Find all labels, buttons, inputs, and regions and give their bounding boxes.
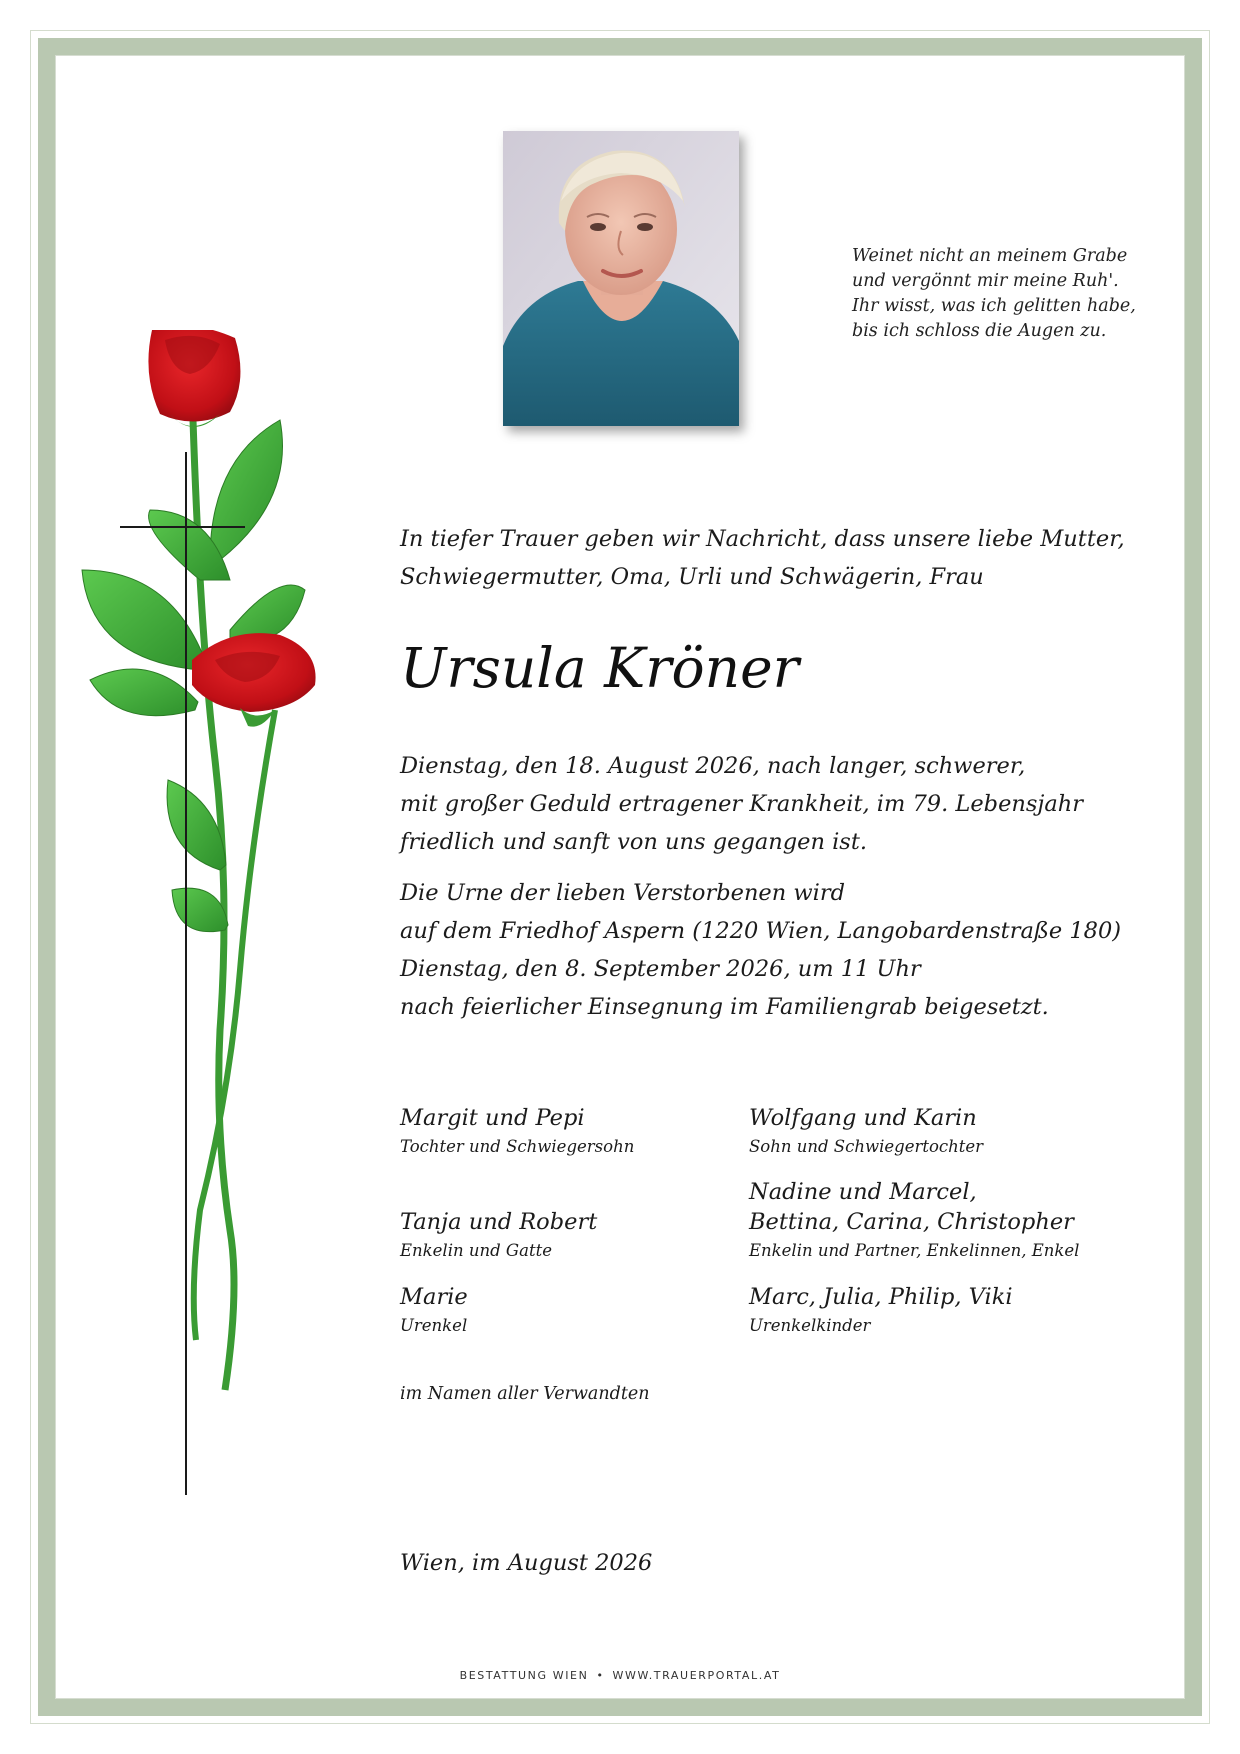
- burial-line: Die Urne der lieben Verstorbenen wird: [400, 880, 846, 906]
- burial-line: nach feierlicher Einsegnung im Familiengrab beigesetzt.: [400, 994, 1049, 1020]
- mourner-relation: Enkelin und Gatte: [400, 1241, 552, 1260]
- death-notice-line: Dienstag, den 18. August 2026, nach langer, schwerer,: [400, 753, 1026, 779]
- footer-website: WWW.TRAUERPORTAL.AT: [612, 1669, 781, 1682]
- burial-line: auf dem Friedhof Aspern (1220 Wien, Langobardenstraße 180): [400, 918, 1122, 944]
- burial-line: Dienstag, den 8. September 2026, um 11 Uhr: [400, 956, 921, 982]
- quote-line: Weinet nicht an meinem Grabe: [852, 246, 1128, 266]
- footer-company: BESTATTUNG WIEN: [459, 1669, 589, 1682]
- mourner-names: Bettina, Carina, Christopher: [749, 1209, 1074, 1235]
- mourner-entry: [400, 1207, 597, 1263]
- mourner-names: Tanja und Robert: [400, 1209, 598, 1235]
- deceased-name: Ursula Kröner: [400, 636, 799, 700]
- mourner-entry: [400, 1103, 634, 1159]
- mourner-relation: Enkelin und Partner, Enkelinnen, Enkel: [749, 1241, 1080, 1260]
- quote-line: Ihr wisst, was ich gelitten habe,: [852, 296, 1136, 316]
- mourner-names: Margit und Pepi: [400, 1105, 585, 1131]
- footer-separator: •: [596, 1669, 605, 1682]
- mourner-entry: [400, 1282, 468, 1338]
- mourner-entry: [749, 1103, 983, 1159]
- mourner-names: Wolfgang und Karin: [749, 1105, 977, 1131]
- mourner-names: Nadine und Marcel,: [749, 1179, 977, 1205]
- place-date: Wien, im August 2026: [400, 1550, 653, 1576]
- rose-illustration: [80, 330, 370, 1410]
- memorial-quote: [852, 244, 1172, 344]
- death-notice-line: friedlich und sanft von uns gegangen ist.: [400, 829, 868, 855]
- on-behalf-text: im Namen aller Verwandten: [400, 1384, 650, 1404]
- mourner-relation: Tochter und Schwiegersohn: [400, 1137, 635, 1156]
- intro-line: In tiefer Trauer geben wir Nachricht, dass unsere liebe Mutter,: [400, 526, 1125, 552]
- mourner-relation: Urenkel: [400, 1316, 468, 1335]
- mourner-names: Marie: [400, 1284, 468, 1310]
- footer: [0, 1669, 1240, 1682]
- mourner-names: Marc, Julia, Philip, Viki: [749, 1284, 1013, 1310]
- mourner-relation: Urenkelkinder: [749, 1316, 871, 1335]
- intro-text: [400, 520, 1125, 596]
- mourner-relation: Sohn und Schwiegertochter: [749, 1137, 984, 1156]
- quote-line: und vergönnt mir meine Ruh'.: [852, 271, 1119, 291]
- death-notice: [400, 747, 1083, 861]
- intro-line: Schwiegermutter, Oma, Urli und Schwägerin, Frau: [400, 564, 984, 590]
- cross-horizontal-line: [120, 526, 245, 528]
- mourner-entry: [749, 1282, 1013, 1338]
- mourner-entry: [749, 1177, 1079, 1263]
- portrait-photo: [503, 131, 739, 426]
- burial-notice: [400, 874, 1121, 1026]
- cross-vertical-line: [185, 452, 187, 1495]
- death-notice-line: mit großer Geduld ertragener Krankheit, im 79. Lebensjahr: [400, 791, 1084, 817]
- quote-line: bis ich schloss die Augen zu.: [852, 321, 1107, 341]
- portrait-image: [503, 131, 739, 426]
